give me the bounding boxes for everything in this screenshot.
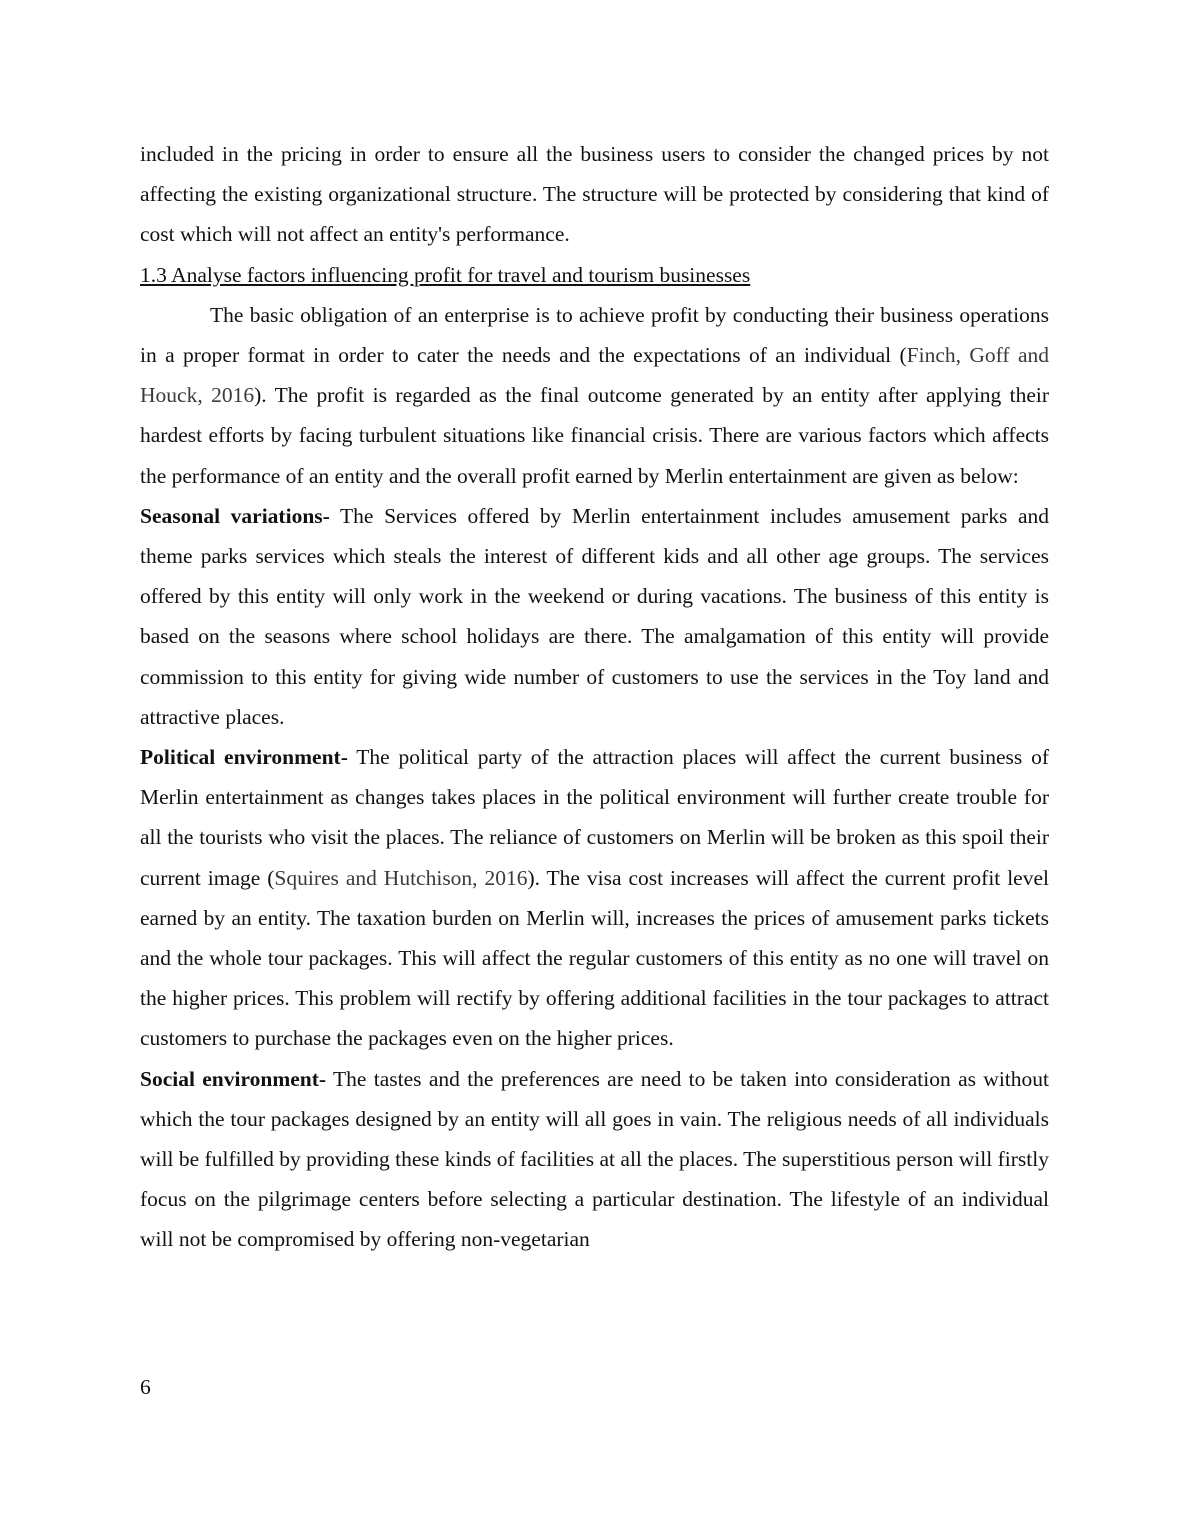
political-environment-term: Political environment- — [140, 745, 348, 770]
intro-paragraph — [140, 295, 1049, 496]
seasonal-variations-paragraph — [140, 496, 1049, 737]
continuation-paragraph: included in the pricing in order to ensure all the business users to consider the changed prices by not affecting the existing organizational structure. The structure will be protected by considering that kind of cost which will not affect an entity's performance. — [140, 142, 1049, 247]
seasonal-variations-term: Seasonal variations- — [140, 503, 330, 528]
social-environment-term: Social environment- — [140, 1066, 327, 1091]
political-environment-text: The political party of the attraction places will affect the current business of Merlin entertainment as changes takes places in the political environment will further create trouble for all the tourists who visit the places. The reliance of customers on Merlin will be broken as this spoil their current image ( — [140, 745, 1049, 890]
section-heading: 1.3 Analyse factors influencing profit for travel and tourism businesses — [140, 262, 751, 287]
page-number: 6 — [140, 1375, 151, 1399]
political-environment-text-continued: ). The visa cost increases will affect the current profit level earned by an entity. The taxation burden on Merlin will, increases the prices of amusement parks tickets and the whole tour packages. This will affect the regular customers of this entity as no one will travel on the higher prices. This problem will rectify by offering additional facilities in the tour packages to attract customers to purchase the packages even on the higher prices. — [140, 865, 1049, 1051]
intro-text-continued: ). The profit is regarded as the final outcome generated by an entity after applying their hardest efforts by facing turbulent situations like financial crisis. There are various factors which affects the performance of an entity and the overall profit earned by Merlin entertainment are given as below: — [140, 383, 1049, 488]
citation-finch: Finch, Goff and Houck, 2016 — [140, 343, 1049, 408]
political-environment-paragraph — [140, 737, 1049, 1059]
intro-text: The basic obligation of an enterprise is to achieve profit by conducting their business operations in a proper format in order to cater the needs and the expectations of an individual ( — [140, 302, 1049, 368]
document-body — [140, 134, 1049, 1260]
social-environment-text: The tastes and the preferences are need to be taken into consideration as without which the tour packages designed by an entity will all goes in vain. The religious needs of all individuals will be fulfilled by providing these kinds of facilities at all the places. The superstitious person will firstly focus on the pilgrimage centers before selecting a particular destination. The lifestyle of an individual will not be compromised by offering non-vegetarian — [140, 1066, 1049, 1252]
citation-squires: Squires and Hutchison, 2016 — [274, 865, 528, 890]
seasonal-variations-text: The Services offered by Merlin entertainment includes amusement parks and theme parks services which steals the interest of different kids and all other age groups. The services offered by this entity will only work in the weekend or during vacations. The business of this entity is based on the seasons where school holidays are there. The amalgamation of this entity will provide commission to this entity for giving wide number of customers to use the services in the Toy land and attractive places. — [140, 503, 1049, 729]
social-environment-paragraph — [140, 1059, 1049, 1260]
